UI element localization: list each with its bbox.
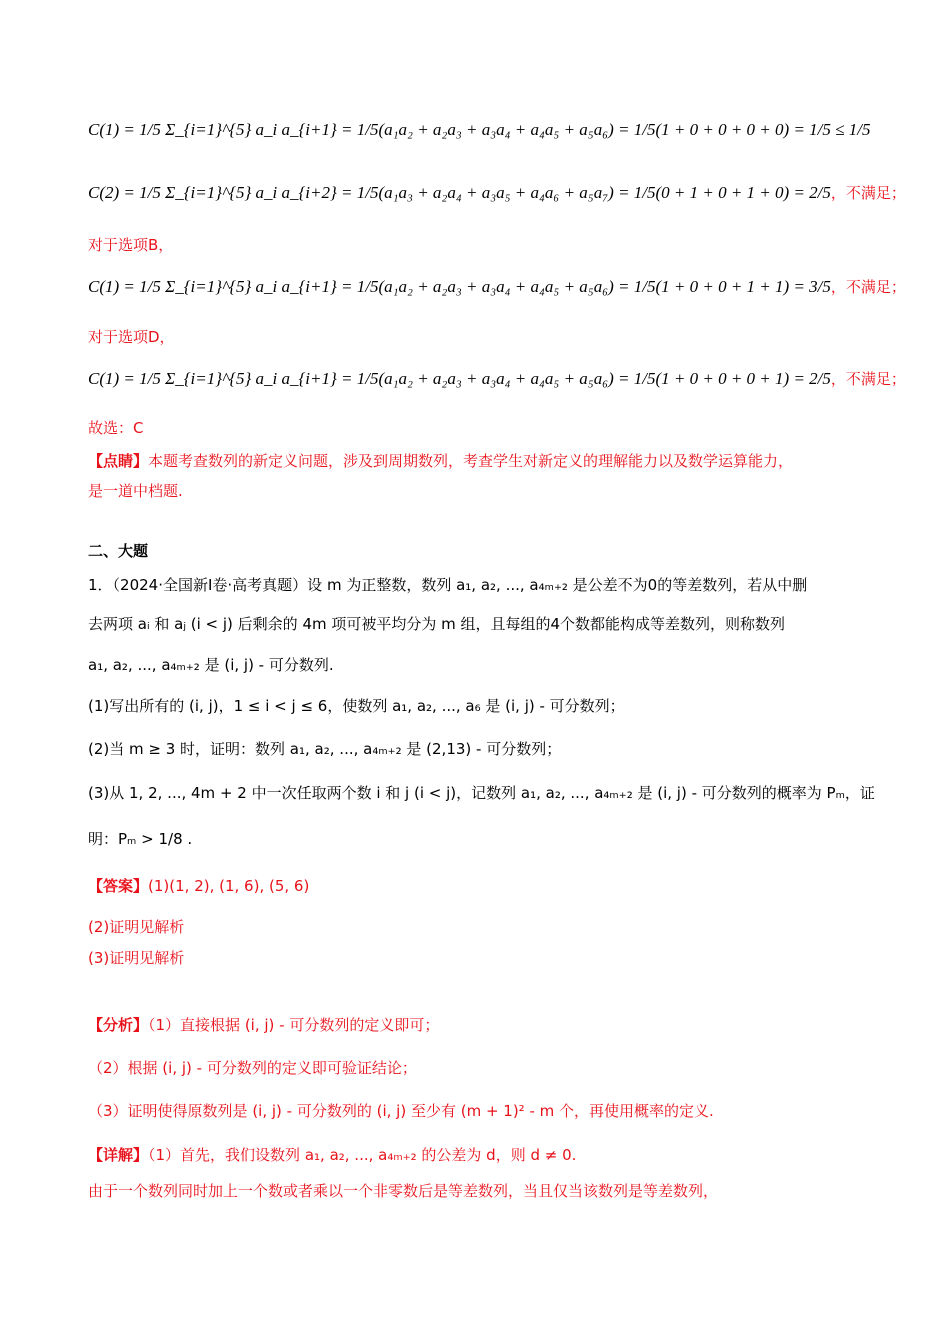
answer-choice: 故选：C [88, 419, 144, 437]
option-d-heading: 对于选项D， [88, 328, 175, 346]
comment-paragraph-cont: 是一道中档题. [88, 482, 183, 500]
formula-c2-option-c [88, 182, 906, 203]
answer-line-3: (3)证明见解析 [88, 949, 185, 967]
formula-c1-option-b [88, 276, 906, 297]
not-satisfied-text: ，不满足； [830, 184, 906, 202]
analysis-line-2: （2）根据 (i, j) - 可分数列的定义即可验证结论； [88, 1059, 417, 1077]
answer-tag: 【答案】 [88, 877, 149, 895]
detail-line-1 [88, 1144, 576, 1165]
not-satisfied-text: ，不满足； [830, 370, 906, 388]
analysis-line-1 [88, 1014, 439, 1035]
analysis-tag: 【分析】 [88, 1016, 149, 1034]
comment-text: 本题考查数列的新定义问题，涉及到周期数列，考查学生对新定义的理解能力以及数学运算能力， [148, 452, 794, 470]
question-1-line-3: a₁, a₂, ..., a₄ₘ₊₂ 是 (i, j) - 可分数列. [88, 656, 334, 674]
detail-tag: 【详解】 [88, 1146, 149, 1164]
analysis-line-3: （3）证明使得原数列是 (i, j) - 可分数列的 (i, j) 至少有 (m + 1)² - m 个，再使用概率的定义. [88, 1102, 714, 1120]
comment-tag: 【点睛】 [88, 452, 149, 470]
question-1-part-2: (2)当 m ≥ 3 时，证明：数列 a₁, a₂, ..., a₄ₘ₊₂ 是 (2,13) - 可分数列； [88, 740, 562, 758]
option-b-heading: 对于选项B， [88, 236, 174, 254]
question-1-line-2: 去两项 aᵢ 和 aⱼ (i < j) 后剩余的 4m 项可被平均分为 m 组，且每组的4个数都能构成等差数列，则称数列 [88, 615, 786, 633]
section-heading: 二、大题 [88, 542, 149, 560]
answer-line-1 [88, 875, 309, 896]
question-1-part-1: (1)写出所有的 (i, j)，1 ≤ i < j ≤ 6，使数列 a₁, a₂, ..., a₆ 是 (i, j) - 可分数列； [88, 697, 625, 715]
not-satisfied-text: ，不满足； [830, 278, 906, 296]
question-1-line-1: 1．（2024·全国新Ⅰ卷·高考真题）设 m 为正整数，数列 a₁, a₂, ..., a₄ₘ₊₂ 是公差不为0的等差数列，若从中删 [88, 576, 808, 594]
question-1-part-3: (3)从 1, 2, ..., 4m + 2 中一次任取两个数 i 和 j (i < j)，记数列 a₁, a₂, ..., a₄ₘ₊₂ 是 (i, j) - 可分数列的概率为 Pₘ，证 [88, 784, 875, 802]
formula-c1-d: C(1) = 1/5 Σ_{i=1}^{5} a_i a_{i+1} = 1/5(a₁a₂ + a₂a₃ + a₃a₄ + a₄a₅ + a₅a₆) = 1/5(1 + 0 + 0 + 0 + 1) = 2/5 [88, 369, 831, 388]
formula-c2: C(2) = 1/5 Σ_{i=1}^{5} a_i a_{i+2} = 1/5(a₁a₃ + a₂a₄ + a₃a₅ + a₄a₆ + a₅a₇) = 1/5(0 + 1 + 0 + 1 + 0) = 2/5 [88, 183, 831, 202]
analysis-1: （1）直接根据 (i, j) - 可分数列的定义即可； [148, 1016, 440, 1034]
formula-c1-option-c: C(1) = 1/5 Σ_{i=1}^{5} a_i a_{i+1} = 1/5(a₁a₂ + a₂a₃ + a₃a₄ + a₄a₅ + a₅a₆) = 1/5(1 + 0 + 0 + 0 + 0) = 1/5 ≤ 1/5 [88, 120, 871, 139]
question-1-part-3-cont: 明：Pₘ > 1/8 . [88, 830, 193, 848]
detail-line-2: 由于一个数列同时加上一个数或者乘以一个非零数后是等差数列，当且仅当该数列是等差数列， [88, 1182, 719, 1200]
formula-c1-b: C(1) = 1/5 Σ_{i=1}^{5} a_i a_{i+1} = 1/5(a₁a₂ + a₂a₃ + a₃a₄ + a₄a₅ + a₅a₆) = 1/5(1 + 0 + 0 + 1 + 1) = 3/5 [88, 277, 831, 296]
formula-c1-option-d [88, 368, 906, 389]
comment-paragraph [88, 450, 793, 471]
detail-1: （1）首先，我们设数列 a₁, a₂, ..., a₄ₘ₊₂ 的公差为 d，则 d ≠ 0. [148, 1146, 577, 1164]
answer-line-2: (2)证明见解析 [88, 918, 185, 936]
answer-1: (1)(1, 2), (1, 6), (5, 6) [148, 877, 310, 895]
